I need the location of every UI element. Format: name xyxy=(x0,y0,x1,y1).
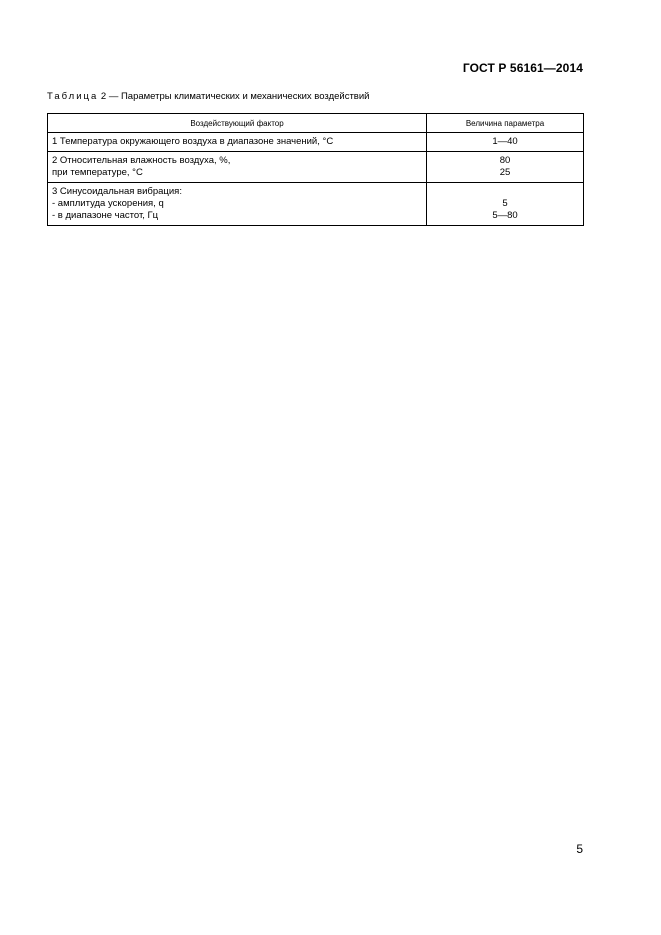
table-header-row xyxy=(48,114,584,133)
value-line: 25 xyxy=(499,167,511,178)
value-spacer xyxy=(431,186,579,198)
value-line: 5—80 xyxy=(492,210,518,221)
column-header-factor: Воздействующий фактор xyxy=(48,114,427,133)
value-line: 5 xyxy=(502,198,508,209)
document-number: ГОСТ Р 56161—2014 xyxy=(462,61,583,75)
table-caption-word: Таблица xyxy=(47,91,99,102)
factor-cell xyxy=(48,133,427,152)
factor-line: - амплитуда ускорения, q xyxy=(52,198,164,209)
table-row xyxy=(48,133,584,152)
factor-line: 2 Относительная влажность воздуха, %, xyxy=(52,155,231,166)
value-line: 80 xyxy=(499,155,511,166)
table-caption xyxy=(47,91,369,102)
factor-line: при температуре, °С xyxy=(52,167,143,178)
column-header-value: Величина параметра xyxy=(427,114,584,133)
value-line: 1—40 xyxy=(492,136,518,147)
factor-line: 1 Температура окружающего воздуха в диапазоне значений, °С xyxy=(52,136,334,147)
factor-line: - в диапазоне частот, Гц xyxy=(52,210,159,221)
table-caption-text: 2 — Параметры климатических и механических воздействий xyxy=(100,91,370,102)
value-cell xyxy=(427,133,584,152)
page-number: 5 xyxy=(576,842,583,856)
factor-line: 3 Синусоидальная вибрация: xyxy=(52,186,182,197)
value-cell xyxy=(427,183,584,226)
value-cell xyxy=(427,152,584,183)
table-row xyxy=(48,152,584,183)
table-row xyxy=(48,183,584,226)
parameters-table xyxy=(47,113,584,226)
factor-cell xyxy=(48,183,427,226)
factor-cell xyxy=(48,152,427,183)
